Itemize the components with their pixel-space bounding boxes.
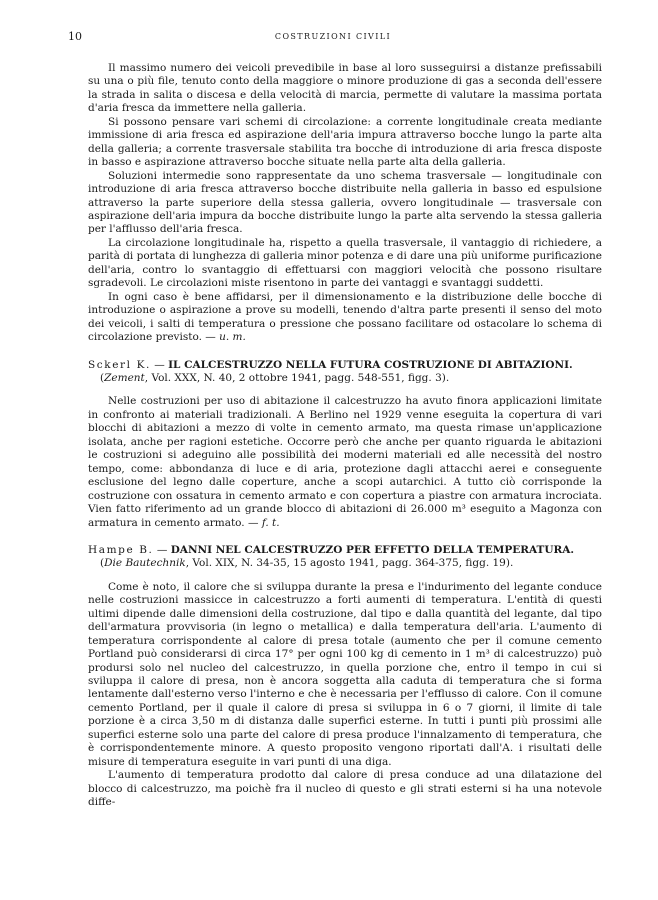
review-title: DANNI NEL CALCESTRUZZO PER EFFETTO DELLA TEMPERATURA.: [170, 543, 575, 556]
body-paragraph: [88, 395, 602, 530]
review-author: Sckerl K.: [88, 358, 151, 371]
paragraph-text: Nelle costruzioni per uso di abitazione il calcestruzzo ha avuto finora applicazioni limitate in confronto ai materiali tradizionali. A Berlino nel 1929 venne eseguita la copertura di vari blocchi di abitazioni a mezzo di volte in cemento armato, ma questa rimase un'applicazione isolata, anche per ragioni estetiche. Occorre però che anche per quanto riguarda le abitazioni le costruzioni si adeguino alle possibilità dei moderni materiali ed alle necessità del nostro tempo, come: abbondanza di luce e di aria, protezione dagli attacchi aerei e conseguente esclusione del legno dalle coperture, anche a scopi autarchici. A tutto ciò corrisponde la costruzione con ossatura in cemento armato e con copertura a piastre con armatura incrociata. Vien fatto riferimento ad un grande blocco di abitazioni di 26.000 m³ eseguito a Magonza con armatura in cemento armato. —: [88, 395, 602, 529]
journal-name: Zement: [104, 371, 145, 384]
review-author: Hampe B.: [88, 543, 154, 556]
journal-name: Die Bautechnik: [104, 557, 186, 570]
body-paragraph: Soluzioni intermedie sono rappresentate da uno schema trasversale — longitudinale con introduzione di aria fresca attraverso bocche distribuite nella galleria in basso ed espulsione attraverso la parte superiore della stessa galleria, ovvero longitudinale — trasversale con aspirazione dell'aria impura da bocche distribuite lungo la parte alta servendo la stessa galleria per l'afflusso dell'aria fresca.: [88, 169, 602, 236]
reviewer-signature: u. m.: [219, 331, 246, 344]
heading-dash: —: [150, 358, 169, 371]
review-citation: (Zement, Vol. XXX, N. 40, 2 ottobre 1941, pagg. 548-551, figg. 3).: [100, 371, 450, 384]
page-header: [68, 30, 598, 44]
review-heading: [88, 544, 602, 557]
body-paragraph: L'aumento di temperatura prodotto dal calore di presa conduce ad una dilatazione del blocco di calcestruzzo, ma poichè fra il nucleo di questo e gli strati esterni si ha una notevole diffe-: [88, 769, 602, 809]
body-paragraph: Il massimo numero dei veicoli prevedibile in base al loro susseguirsi a distanze prefissabili su una o più file, tenuto conto della maggiore o minore produzione di gas a seconda dell'essere la strada in salita o discesa e della velocità di marcia, permette di valutare la massima portata d'aria fresca da immettere nella galleria.: [88, 62, 602, 115]
body-paragraph: Come è noto, il calore che si sviluppa durante la presa e l'indurimento del legante conduce nelle costruzioni massicce in calcestruzzo a forti aumenti di temperatura. L'entità di questi ultimi dipende dalle dimensioni della costruzione, dal tipo e dalla quantità del legante, dal tipo dell'armatura provvisoria (in legno o metallica) e dalla temperatura dell'aria. L'aumento di temperatura corrispondente al calore di presa totale (aumento che per il comune cemento Portland può considerarsi di circa 17° per ogni 100 kg di cemento in 1 m³ di calcestruzzo) può prodursi solo nel nucleo del calcestruzzo, in quella porzione che, entro il tempo in cui si sviluppa il calore di presa, non è ancora soggetta alla caduta di temperatura che si forma lentamente dall'esterno verso l'interno e che è necessaria per l'efflusso di calore. Con il comune cemento Portland, per il quale il calore di presa si sviluppa in 6 o 7 giorni, il limite di tale porzione è a circa 3,50 m di distanza dalle superfici esterne. In tutti i punti più prossimi alle superfici esterne solo una parte del calore di presa produce l'innalzamento di temperatura, che è corrispondentemente minore. A questo proposito vengono riportati dall'A. i risultati delle misure di temperatura eseguite in vari punti di una diga.: [88, 580, 602, 768]
review-heading: [88, 359, 602, 372]
review-title: IL CALCESTRUZZO NELLA FUTURA COSTRUZIONE DI ABITAZIONI.: [168, 358, 573, 371]
review-citation: (Die Bautechnik, Vol. XIX, N. 34-35, 15 agosto 1941, pagg. 364-375, figg. 19).: [100, 557, 514, 570]
citation-details: , Vol. XXX, N. 40, 2 ottobre 1941, pagg. 548-551, figg. 3).: [144, 371, 450, 384]
paragraph-text: In ogni caso è bene affidarsi, per il dimensionamento e la distribuzione delle bocche di introduzione o aspirazione a prove su modelli, tenendo d'altra parte presenti il senso del moto dei veicoli, i salti di temperatura o pressione che possano facilitare od ostacolare lo schema di circolazione previsto. —: [88, 290, 602, 344]
running-title: COSTRUZIONI CIVILI: [274, 32, 392, 41]
body-paragraph: Si possono pensare vari schemi di circolazione: a corrente longitudinale creata mediante immissione di aria fresca ed aspirazione dell'aria impura attraverso bocche lungo la parte alta della galleria; a corrente trasversale stabilita tra bocche di introduzione di aria fresca disposte in basso e aspirazione attraverso bocche situate nella parte alta della galleria.: [88, 115, 602, 169]
page-number: 10: [68, 30, 82, 43]
citation-details: , Vol. XIX, N. 34-35, 15 agosto 1941, pagg. 364-375, figg. 19).: [185, 557, 514, 570]
article-body: [88, 62, 602, 810]
body-paragraph: La circolazione longitudinale ha, rispetto a quella trasversale, il vantaggio di richiedere, a parità di portata di lunghezza di galleria minor potenza e di dare una più uniforme purificazione dell'aria, contro lo svantaggio di effettuarsi con maggiori velocità che possono risultare sgradevoli. Le circolazioni miste risentono in parte dei vantaggi e svantaggi suddetti.: [88, 236, 602, 290]
heading-dash: —: [153, 543, 171, 556]
body-paragraph: [88, 291, 602, 345]
reviewer-signature: f. t.: [261, 516, 280, 529]
